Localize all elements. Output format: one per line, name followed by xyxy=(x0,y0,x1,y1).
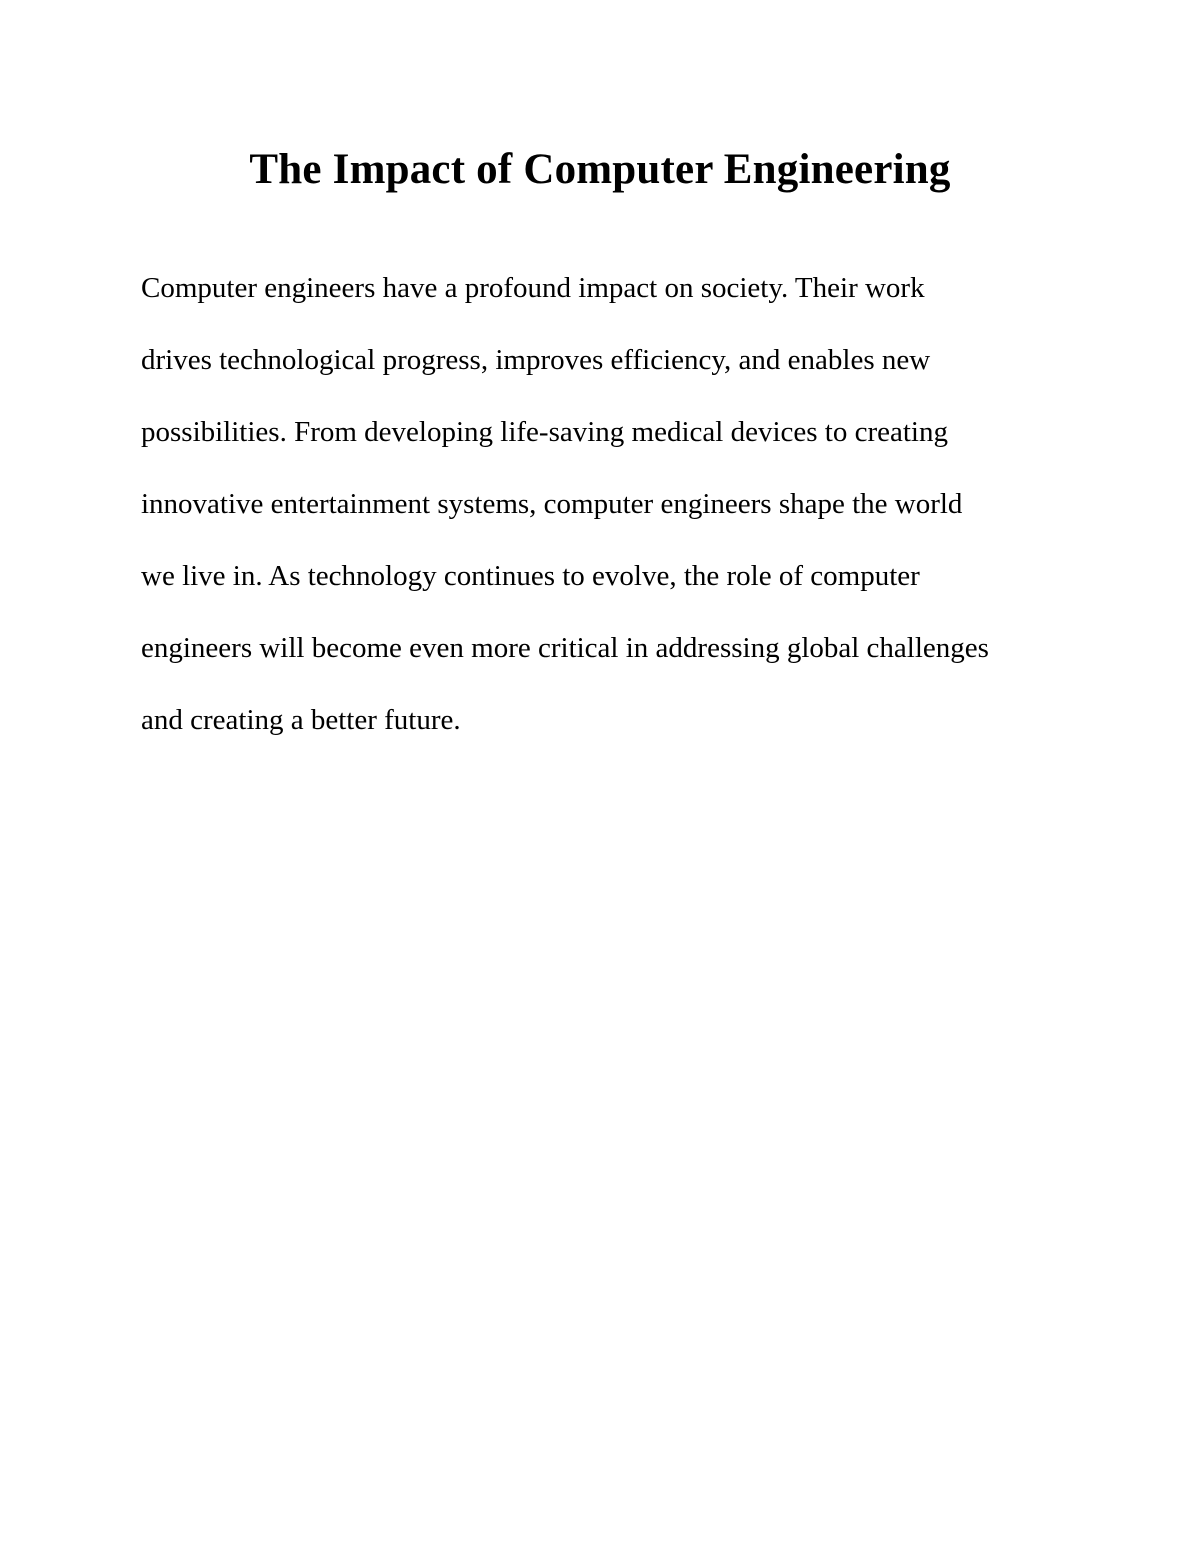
paragraph-line: we live in. As technology continues to evolve, the role of computer xyxy=(141,560,920,592)
paragraph-line: engineers will become even more critical in addressing global challenges xyxy=(141,632,989,664)
paragraph-line: innovative entertainment systems, computer engineers shape the world xyxy=(141,488,963,520)
paragraph-line: Computer engineers have a profound impact on society. Their work xyxy=(141,272,925,304)
paragraph-line: and creating a better future. xyxy=(141,704,461,736)
paragraph-line: drives technological progress, improves efficiency, and enables new xyxy=(141,344,931,376)
paragraph-line: possibilities. From developing life-saving medical devices to creating xyxy=(141,416,948,448)
body-paragraph xyxy=(141,263,1081,767)
page-title: The Impact of Computer Engineering xyxy=(249,146,951,193)
